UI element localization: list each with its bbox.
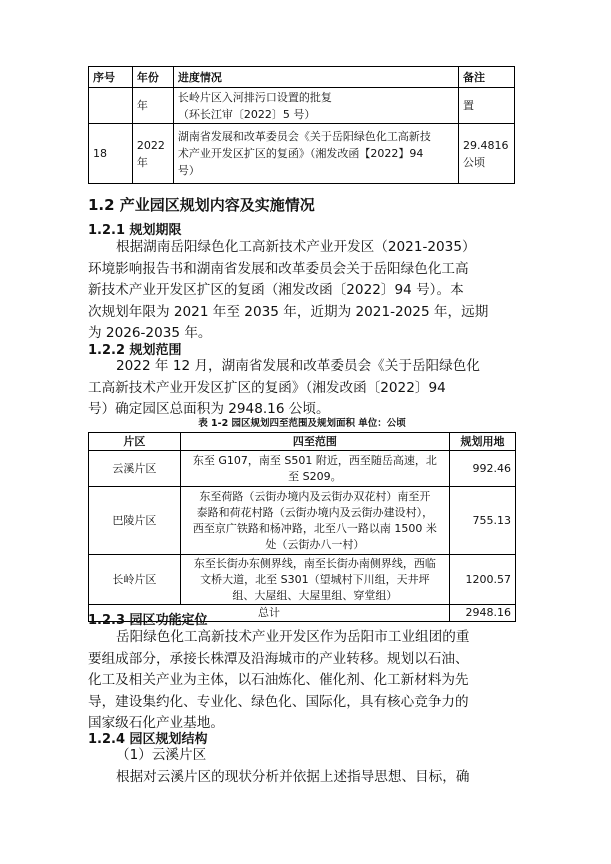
bounds-line: 东至荷路（云街办境内及云街办双花村）南至开 xyxy=(199,489,431,503)
scope-area-table xyxy=(88,432,516,622)
paragraph-line: 次规划年限为 2021 年至 2035 年，近期为 2021-2025 年，远期 xyxy=(88,303,489,320)
cell-area-name: 云溪片区 xyxy=(89,451,181,487)
section-heading-1-2-2: 1.2.2 规划范围 xyxy=(88,343,182,358)
cell-progress xyxy=(173,124,458,184)
bounds-line: 泰路和荷花村路（云街办境内及云街办建设村）， xyxy=(196,505,434,519)
table-caption: 表 1-2 园区规划四至范围及规划面积 单位：公顷 xyxy=(198,418,406,429)
paragraph-function-positioning xyxy=(88,627,516,735)
table-row xyxy=(89,451,516,487)
progress-line: （环长江审〔2022〕5 号） xyxy=(177,107,316,121)
paragraph-line: 岳阳绿色化工高新技术产业开发区作为岳阳市工业组团的重 xyxy=(116,629,470,645)
col-header-progress: 进度情况 xyxy=(173,67,458,88)
cell-progress xyxy=(173,88,458,124)
table-row xyxy=(89,124,515,184)
section-heading-1-2-1: 1.2.1 规划期限 xyxy=(88,223,182,238)
bounds-line: 至 S209。 xyxy=(288,469,342,483)
cell-total-label: 总计 xyxy=(89,605,450,622)
cell-note: 置 xyxy=(458,88,514,124)
progress-line: 湖南省发展和改革委员会《关于岳阳绿色化工高新技 xyxy=(177,130,431,143)
cell-number: 18 xyxy=(89,124,133,184)
col-header-year: 年份 xyxy=(132,67,173,88)
section-heading-1-2: 1.2 产业园区规划内容及实施情况 xyxy=(88,196,315,214)
paragraph-line: 根据对云溪片区的现状分析并依据上述指导思想、目标，确 xyxy=(116,768,470,785)
paragraph-planning-scope xyxy=(88,356,516,421)
progress-line: 号） xyxy=(177,164,200,177)
cell-note xyxy=(458,124,514,184)
bounds-line: 组、大屋组、大屋里组、穿堂组） xyxy=(232,588,398,602)
list-item: （1）云溪片区 xyxy=(116,747,207,763)
cell-area-name: 巴陵片区 xyxy=(89,487,181,555)
year-line: 年 xyxy=(136,155,148,169)
cell-land-value: 755.13 xyxy=(450,487,516,555)
paragraph-structure xyxy=(88,745,516,788)
cell-bounds xyxy=(180,451,449,487)
progress-table xyxy=(88,66,515,184)
paragraph-line: 导，建设集约化、专业化、绿色化、国际化，具有核心竞争力的 xyxy=(88,693,469,710)
col-header-number: 序号 xyxy=(89,67,133,88)
cell-land-value: 992.46 xyxy=(450,451,516,487)
table-row xyxy=(89,88,515,124)
paragraph-line: 为 2026-2035 年。 xyxy=(88,325,212,341)
table-header-row xyxy=(89,67,515,88)
paragraph-line: 2022 年 12 月，湖南省发展和改革委员会《关于岳阳绿色化 xyxy=(116,358,480,374)
bounds-line: 文桥大道，北至 S301（望城村下川组，天井坪 xyxy=(200,572,430,586)
col-header-area: 片区 xyxy=(89,433,181,451)
paragraph-line: 要组成部分，承接长株潭及沿海城市的产业转移。规划以石油、 xyxy=(88,650,469,667)
paragraph-planning-period xyxy=(88,237,516,345)
section-heading-1-2-4: 1.2.4 园区规划结构 xyxy=(88,732,208,747)
cell-bounds xyxy=(180,555,449,605)
cell-land-value: 1200.57 xyxy=(450,555,516,605)
bounds-line: 处（云街办八一村） xyxy=(265,537,365,551)
cell-total-value: 2948.16 xyxy=(450,605,516,622)
col-header-bounds: 四至范围 xyxy=(180,433,449,451)
paragraph-line: 号）确定园区总面积为 2948.16 公顷。 xyxy=(88,401,330,417)
bounds-line: 东至 G107，南至 S501 附近，西至随岳高速，北 xyxy=(192,453,437,467)
paragraph-line: 新技术产业开发区扩区的复函（湘发改函〔2022〕94 号）。本 xyxy=(88,282,464,298)
note-line: 公顷 xyxy=(462,155,485,169)
paragraph-line: 根据湖南岳阳绿色化工高新技术产业开发区（2021-2035） xyxy=(116,239,476,255)
year-line: 2022 xyxy=(136,138,165,152)
cell-number xyxy=(89,88,133,124)
bounds-line: 东至长街办东侧界线，南至长街办南侧界线，西临 xyxy=(193,556,436,570)
paragraph-line: 化工及相关产业为主体，以石油炼化、催化剂、化工新材料为先 xyxy=(88,672,469,688)
paragraph-line: 环境影响报告书和湖南省发展和改革委员会关于岳阳绿色化工高 xyxy=(88,260,469,277)
cell-area-name: 长岭片区 xyxy=(89,555,181,605)
table-row xyxy=(89,487,516,555)
note-line: 29.4816 xyxy=(462,138,509,152)
col-header-note: 备注 xyxy=(458,67,514,88)
bounds-line: 西至京广铁路和杨冲路，北至八一路以南 1500 米 xyxy=(192,521,437,535)
col-header-land: 规划用地 xyxy=(450,433,516,451)
cell-bounds xyxy=(180,487,449,555)
table-row xyxy=(89,555,516,605)
cell-year xyxy=(132,124,173,184)
paragraph-line: 工高新技术产业开发区扩区的复函》（湘发改函〔2022〕94 xyxy=(88,379,446,396)
progress-line: 术产业开发区扩区的复函》（湘发改函【2022】94 xyxy=(177,147,424,160)
cell-year: 年 xyxy=(132,88,173,124)
table-header-row xyxy=(89,433,516,451)
section-heading-1-2-3: 1.2.3 园区功能定位 xyxy=(88,613,208,628)
progress-line: 长岭片区入河排污口设置的批复 xyxy=(177,90,332,104)
paragraph-line: 国家级石化产业基地。 xyxy=(88,715,224,731)
